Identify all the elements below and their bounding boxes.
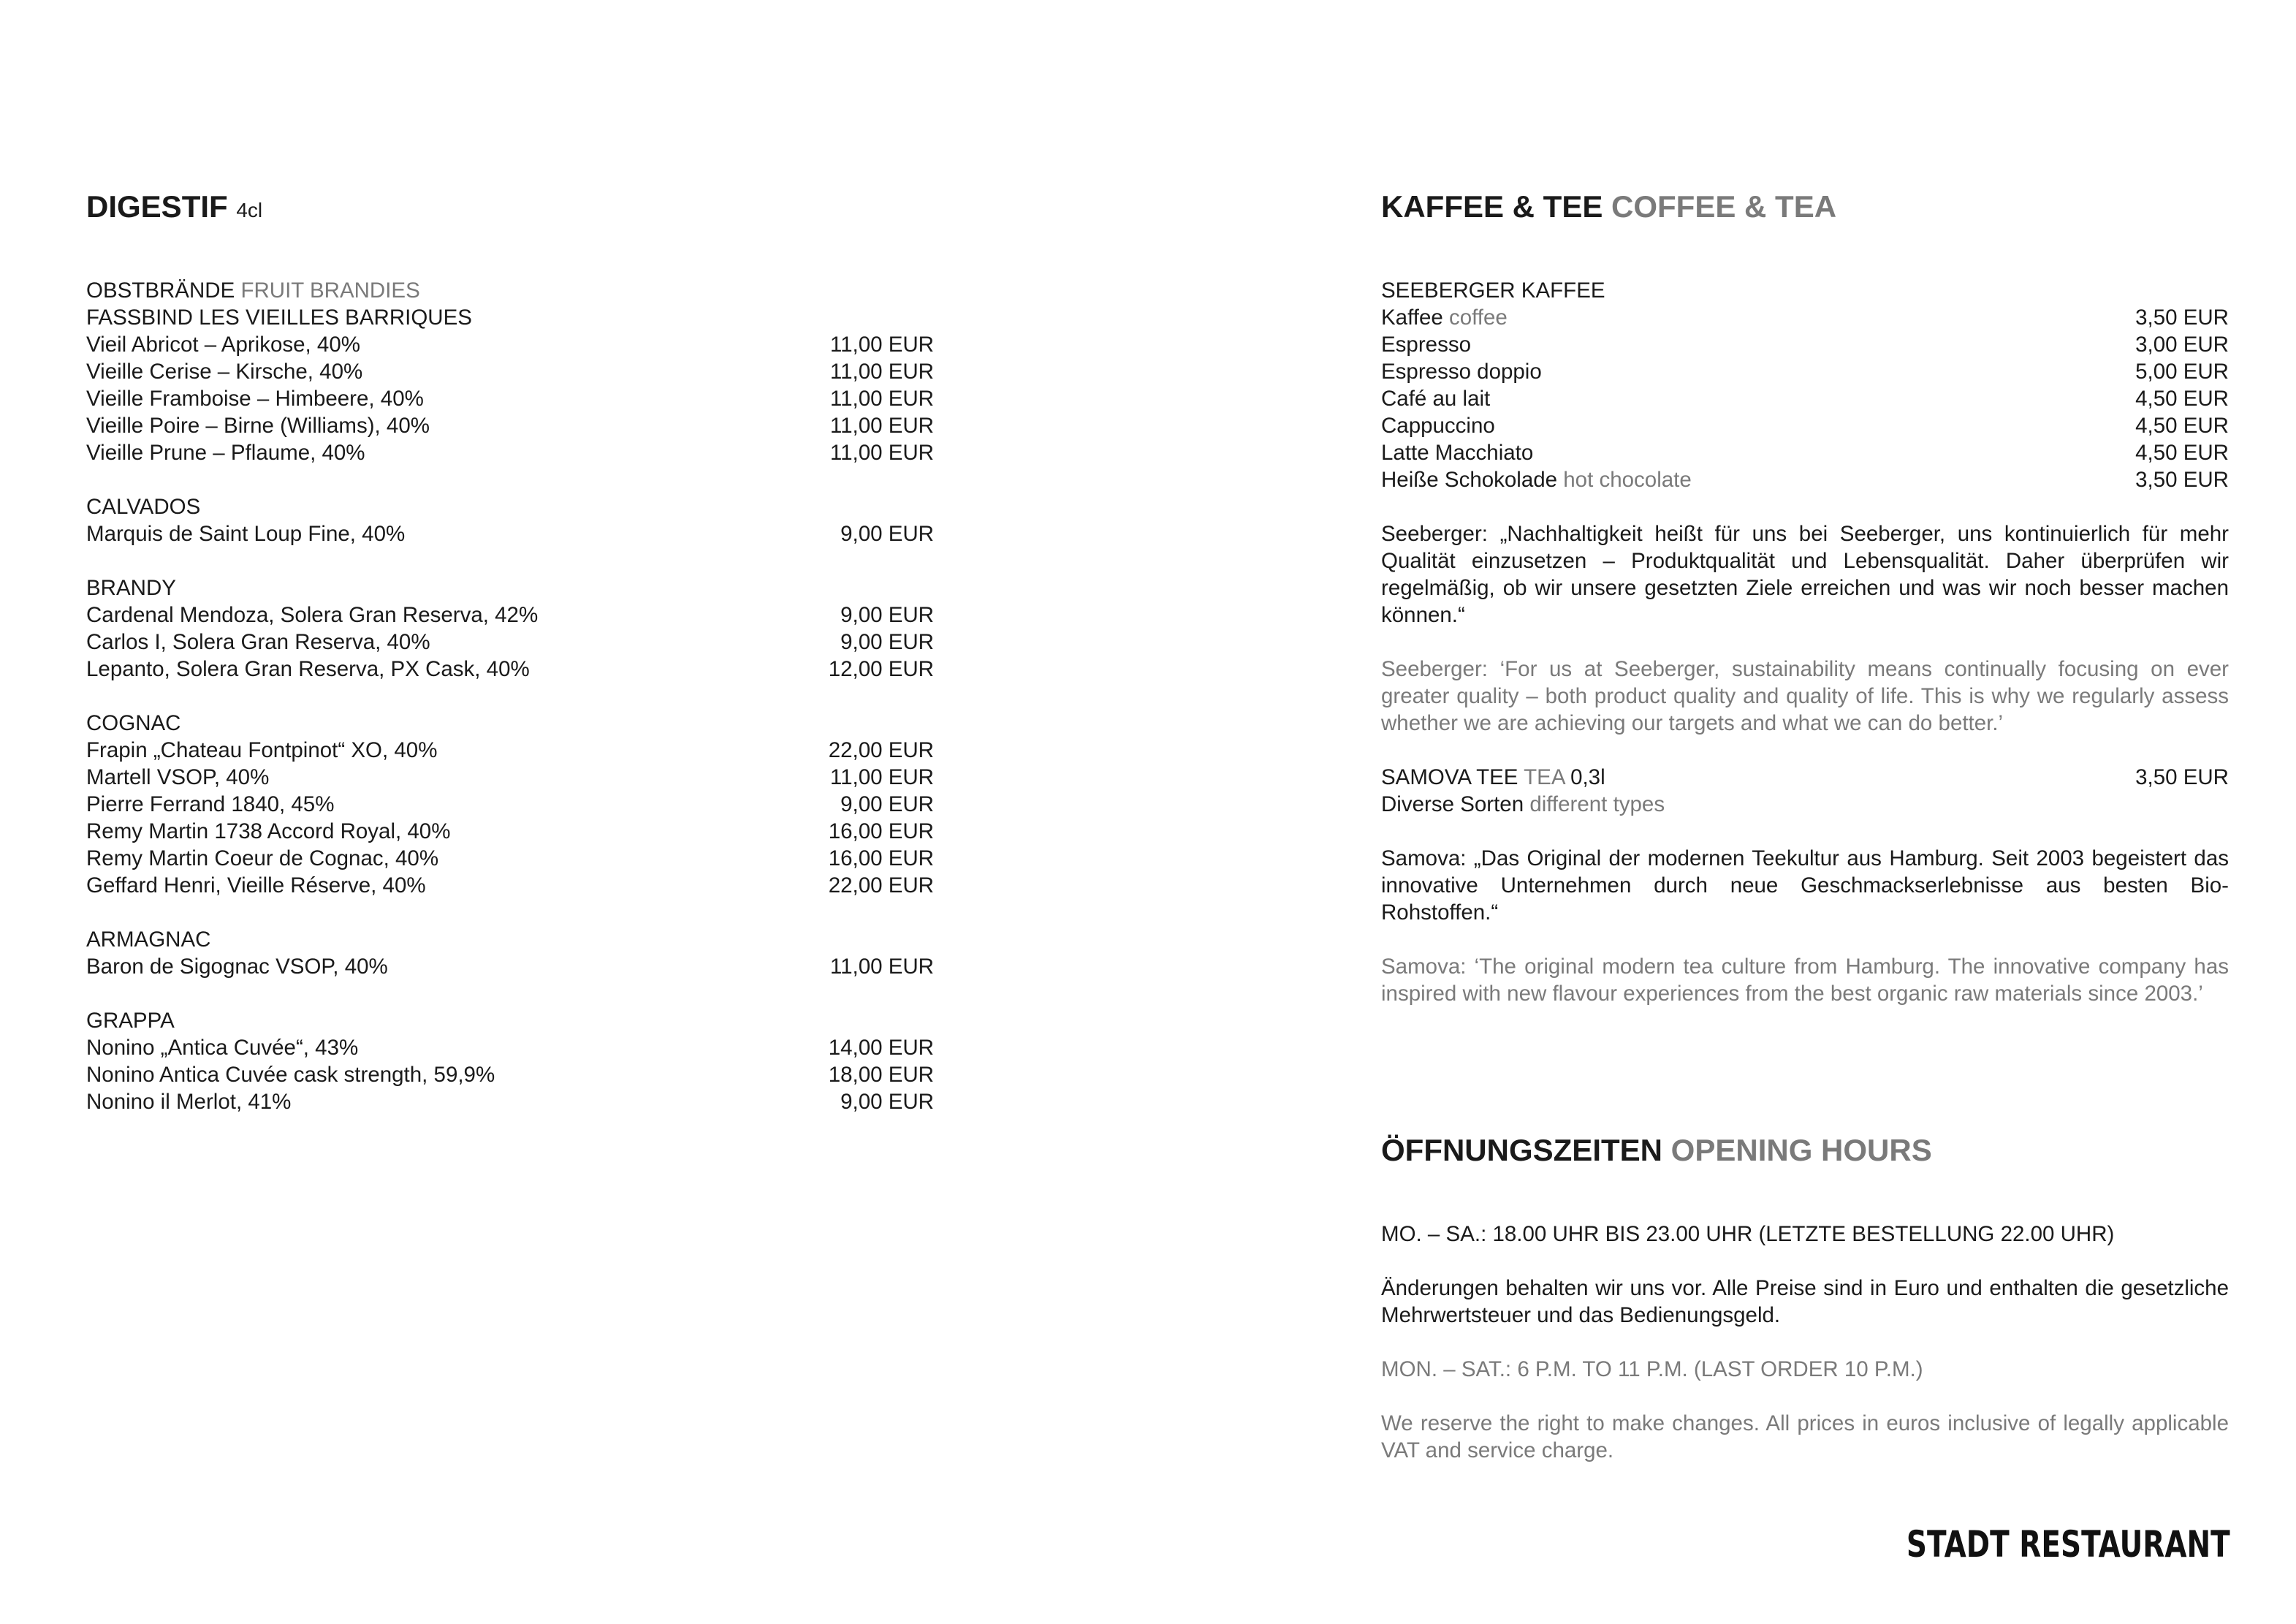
samova-text-en: Samova: ‘The original modern tea culture from Hamburg. The innovative company has inspired with new flavour experiences from the best organic raw materials since 2003.’ <box>1381 955 2229 1006</box>
item-price: 9,00 EUR <box>840 603 934 627</box>
tea-row <box>1381 764 2229 791</box>
item-price: 16,00 EUR <box>828 846 934 870</box>
coffee-item-price: 5,00 EUR <box>2135 360 2229 384</box>
item-name: Vieille Poire – Birne (Williams), 40% <box>86 414 430 438</box>
coffee-item-name <box>1381 304 2135 331</box>
item-price: 22,00 EUR <box>828 738 934 762</box>
item-name: Martell VSOP, 40% <box>86 765 270 789</box>
seeberger-text-de: Seeberger: „Nachhaltigkeit heißt für uns bei Seeberger, uns kontinuierlich für mehr Qualität einzusetzen – Produktqualität und Lebensqualität. Daher überprüfen wir regelmäßig, ob wir unsere gesetzten Ziele erreichen und was wir noch besser machen können.“ <box>1381 522 2229 627</box>
group-heading-de: ARMAGNAC <box>86 927 211 952</box>
group-heading <box>86 277 934 304</box>
coffee-item-price: 3,00 EUR <box>2135 333 2229 357</box>
item-name: Marquis de Saint Loup Fine, 40% <box>86 522 406 546</box>
digestif-unit: 4cl <box>236 199 263 221</box>
tea-name-de: SAMOVA TEE <box>1381 765 1518 789</box>
item-name: Frapin „Chateau Fontpinot“ XO, 40% <box>86 738 438 762</box>
samova-text-de: Samova: „Das Original der modernen Teekultur aus Hamburg. Seit 2003 begeistert das innovative Unternehmen durch neue Geschmackserlebnisse aus besten Bio-Rohstoffen.“ <box>1381 846 2229 925</box>
hours-de: MO. – SA.: 18.00 UHR BIS 23.00 UHR (LETZTE BESTELLUNG 22.00 UHR) <box>1381 1222 2115 1246</box>
hours-title-en: OPENING HOURS <box>1670 1133 1932 1167</box>
item-name: Vieil Abricot – Aprikose, 40% <box>86 333 360 357</box>
item-price: 11,00 EUR <box>829 765 934 789</box>
item-price: 9,00 EUR <box>840 1090 934 1114</box>
coffee-item-name-de: Espresso doppio <box>1381 360 1542 384</box>
hours-en: MON. – SAT.: 6 P.M. TO 11 P.M. (LAST ORDER 10 P.M.) <box>1381 1357 1923 1381</box>
coffee-item-name <box>1381 439 2135 466</box>
coffee-tea-section <box>1381 0 2229 1464</box>
tea-name <box>1381 764 2135 791</box>
coffee-title <box>1381 191 2229 222</box>
menu-item <box>86 791 934 818</box>
item-name: Nonino „Antica Cuvée“, 43% <box>86 1036 359 1060</box>
item-name: Vieille Cerise – Kirsche, 40% <box>86 360 363 384</box>
group-heading-de: COGNAC <box>86 711 181 735</box>
menu-item <box>86 629 934 656</box>
tea-name-en: TEA <box>1524 765 1565 789</box>
coffee-item-name <box>1381 358 2135 385</box>
item-name: Carlos I, Solera Gran Reserva, 40% <box>86 630 430 654</box>
menu-item <box>86 358 934 385</box>
coffee-item <box>1381 304 2229 331</box>
menu-item <box>86 845 934 872</box>
coffee-item-price: 4,50 EUR <box>2135 414 2229 438</box>
coffee-title-en: COFFEE & TEA <box>1611 189 1837 224</box>
menu-item <box>86 602 934 629</box>
digestif-section <box>86 0 934 1115</box>
item-price: 11,00 EUR <box>829 387 934 411</box>
coffee-item-name <box>1381 466 2135 493</box>
group-heading <box>86 574 934 602</box>
group-heading-de: OBSTBRÄNDE <box>86 278 235 303</box>
coffee-item <box>1381 439 2229 466</box>
menu-item <box>86 872 934 899</box>
tea-price: 3,50 EUR <box>2135 765 2229 789</box>
group-heading <box>86 1007 934 1034</box>
group-heading-de: CALVADOS <box>86 495 201 519</box>
tea-varieties-de: Diverse Sorten <box>1381 792 1524 816</box>
coffee-item-name-de: Cappuccino <box>1381 414 1495 438</box>
digestif-title <box>86 191 934 222</box>
hours-title <box>1381 1135 2229 1166</box>
tea-varieties <box>1381 791 2229 818</box>
item-name: Baron de Sigognac VSOP, 40% <box>86 955 388 979</box>
digestif-groups <box>86 277 934 1115</box>
coffee-item-name-de: Latte Macchiato <box>1381 441 1534 465</box>
coffee-item-name-de: Kaffee <box>1381 306 1443 330</box>
coffee-item <box>1381 466 2229 493</box>
item-price: 9,00 EUR <box>840 792 934 816</box>
group-heading <box>86 493 934 520</box>
item-price: 9,00 EUR <box>840 522 934 546</box>
seeberger-heading: SEEBERGER KAFFEE <box>1381 278 1605 303</box>
group-heading <box>86 926 934 953</box>
item-name: Remy Martin Coeur de Cognac, 40% <box>86 846 439 870</box>
menu-item <box>86 412 934 439</box>
coffee-item-name-en: coffee <box>1448 306 1508 330</box>
item-price: 22,00 EUR <box>828 873 934 898</box>
item-price: 11,00 EUR <box>829 441 934 465</box>
seeberger-text-en: Seeberger: ‘For us at Seeberger, sustainability means continually focusing on ever greater quality – both product quality and quality of life. This is why we regularly assess whether we are achieving our targets and what we can do better.’ <box>1381 657 2229 735</box>
group-heading-en: FRUIT BRANDIES <box>240 278 420 303</box>
coffee-item-name <box>1381 385 2135 412</box>
coffee-item-name-de: Heiße Schokolade <box>1381 468 1558 492</box>
menu-item <box>86 520 934 547</box>
menu-item <box>86 1034 934 1061</box>
item-price: 11,00 EUR <box>829 414 934 438</box>
coffee-item-price: 4,50 EUR <box>2135 387 2229 411</box>
item-price: 9,00 EUR <box>840 630 934 654</box>
menu-item <box>86 1061 934 1088</box>
coffee-items <box>1381 304 2229 493</box>
item-name: Vieille Prune – Pflaume, 40% <box>86 441 365 465</box>
hours-note-de: Änderungen behalten wir uns vor. Alle Preise sind in Euro und enthalten die gesetzliche Mehrwertsteuer und das Bedienungsgeld. <box>1381 1276 2229 1327</box>
menu-item <box>86 818 934 845</box>
menu-item <box>86 331 934 358</box>
tea-varieties-en: different types <box>1529 792 1665 816</box>
menu-item <box>86 385 934 412</box>
coffee-item-name-en: hot chocolate <box>1563 468 1692 492</box>
coffee-item-name-de: Espresso <box>1381 333 1471 357</box>
group-heading-de: GRAPPA <box>86 1009 175 1033</box>
item-price: 11,00 EUR <box>829 360 934 384</box>
coffee-item <box>1381 412 2229 439</box>
group-heading-de: BRANDY <box>86 576 176 600</box>
menu-item <box>86 439 934 466</box>
item-name: Nonino Antica Cuvée cask strength, 59,9% <box>86 1063 495 1087</box>
menu-item <box>86 953 934 980</box>
tea-size: 0,3l <box>1570 765 1605 789</box>
item-price: 11,00 EUR <box>829 955 934 979</box>
stadt-restaurant-logo: STADT RESTAURANT <box>1907 1523 2230 1566</box>
group-heading <box>86 710 934 737</box>
coffee-item-price: 3,50 EUR <box>2135 306 2229 330</box>
hours-note-en: We reserve the right to make changes. All prices in euros inclusive of legally applicable VAT and service charge. <box>1381 1411 2229 1462</box>
item-name: Geffard Henri, Vieille Réserve, 40% <box>86 873 426 898</box>
coffee-item-name-de: Café au lait <box>1381 387 1491 411</box>
item-name: Pierre Ferrand 1840, 45% <box>86 792 335 816</box>
coffee-item-name <box>1381 331 2135 358</box>
item-name: Nonino il Merlot, 41% <box>86 1090 292 1114</box>
item-price: 11,00 EUR <box>829 333 934 357</box>
group-subheading: FASSBIND LES VIEILLES BARRIQUES <box>86 306 472 330</box>
menu-item <box>86 764 934 791</box>
item-price: 16,00 EUR <box>828 819 934 843</box>
coffee-item-price: 3,50 EUR <box>2135 468 2229 492</box>
item-name: Cardenal Mendoza, Solera Gran Reserva, 42% <box>86 603 539 627</box>
hours-title-de: ÖFFNUNGSZEITEN <box>1381 1133 1662 1167</box>
coffee-title-de: KAFFEE & TEE <box>1381 189 1603 224</box>
item-price: 12,00 EUR <box>828 657 934 681</box>
coffee-item-price: 4,50 EUR <box>2135 441 2229 465</box>
menu-item <box>86 1088 934 1115</box>
item-name: Vieille Framboise – Himbeere, 40% <box>86 387 424 411</box>
menu-item <box>86 656 934 683</box>
digestif-title-text: DIGESTIF <box>86 189 228 224</box>
item-name: Remy Martin 1738 Accord Royal, 40% <box>86 819 451 843</box>
item-name: Lepanto, Solera Gran Reserva, PX Cask, 40% <box>86 657 530 681</box>
coffee-item <box>1381 331 2229 358</box>
coffee-item <box>1381 358 2229 385</box>
menu-item <box>86 737 934 764</box>
coffee-item <box>1381 385 2229 412</box>
coffee-item-name <box>1381 412 2135 439</box>
item-price: 14,00 EUR <box>828 1036 934 1060</box>
item-price: 18,00 EUR <box>828 1063 934 1087</box>
